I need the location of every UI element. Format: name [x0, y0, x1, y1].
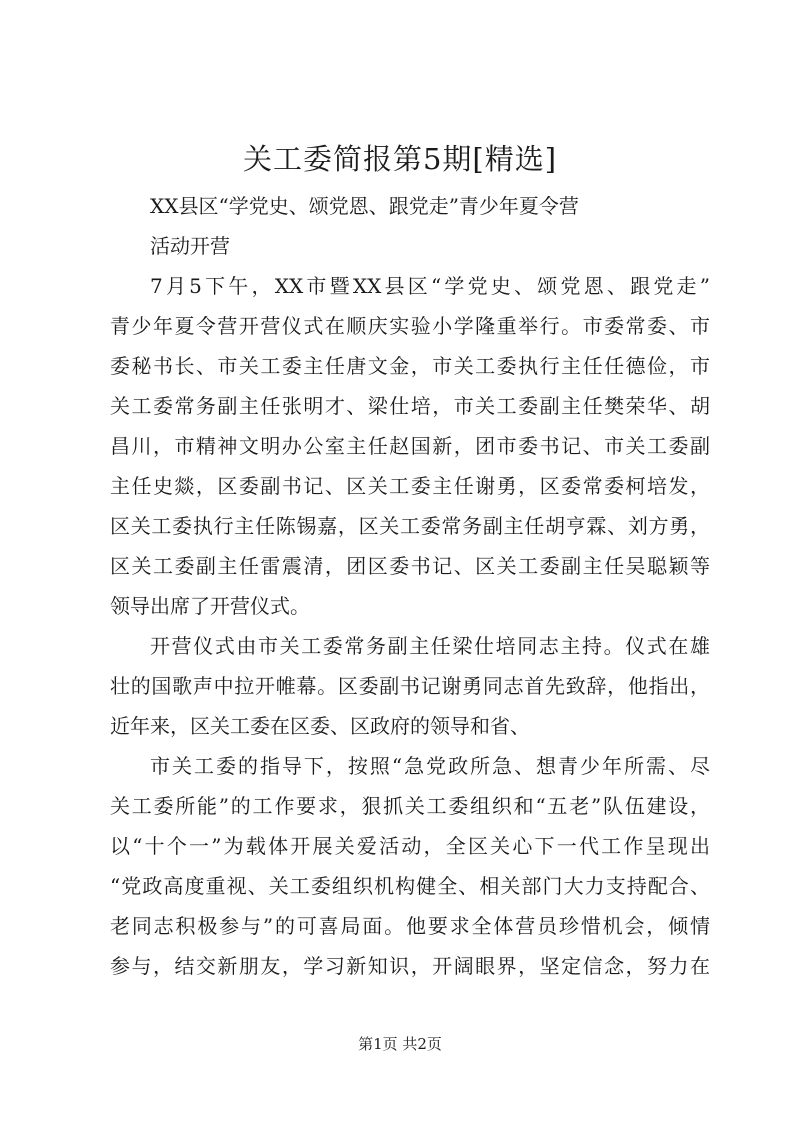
paragraph1-line: 区关工委执行主任陈锡嘉，区关工委常务副主任胡亨霖、刘方勇， [110, 514, 710, 538]
paragraph3-line: 老同志积极参与”的可喜局面。他要求全体营员珍惜机会，倾情 [110, 914, 710, 938]
document-title: 关工委简报第5期[精选] [242, 142, 558, 176]
paragraph1-line: 青少年夏令营开营仪式在顺庆实验小学隆重举行。市委常委、市 [110, 314, 710, 338]
paragraph3-line: 关工委所能”的工作要求，狠抓关工委组织和“五老”队伍建设， [110, 794, 710, 818]
paragraph3-line: “党政高度重视、关工委组织机构健全、相关部门大力支持配合、 [110, 874, 710, 898]
paragraph1-line: 关工委常务副主任张明才、梁仕培，市关工委副主任樊荣华、胡 [110, 394, 710, 418]
paragraph1-line: 7月5下午，XX市暨XX县区“学党史、颂党恩、跟党走” [150, 274, 710, 298]
paragraph1-line: 区关工委副主任雷震清，团区委书记、区关工委副主任吴聪颖等 [110, 554, 710, 578]
subtitle-line-1: XX县区“学党史、颂党恩、跟党走”青少年夏令营 [150, 194, 579, 218]
paragraph1-line: 昌川，市精神文明办公室主任赵国新，团市委书记、市关工委副 [110, 434, 710, 458]
paragraph2-line: 开营仪式由市关工委常务副主任梁仕培同志主持。仪式在雄 [150, 634, 710, 658]
paragraph1-line: 主任史燚，区委副书记、区关工委主任谢勇，区委常委柯培发， [110, 474, 710, 498]
paragraph3-line: 以“十个一”为载体开展关爱活动，全区关心下一代工作呈现出 [110, 834, 710, 858]
paragraph2-line: 壮的国歌声中拉开帷幕。区委副书记谢勇同志首先致辞，他指出， [110, 674, 710, 698]
paragraph1-line: 领导出席了开营仪式。 [110, 594, 310, 618]
paragraph1-line: 委秘书长、市关工委主任唐文金，市关工委执行主任任德俭，市 [110, 354, 710, 378]
paragraph3-line: 参与，结交新朋友，学习新知识，开阔眼界，坚定信念，努力在 [110, 954, 710, 978]
subtitle-line-2: 活动开营 [150, 234, 230, 258]
paragraph3-line: 市关工委的指导下，按照“急党政所急、想青少年所需、尽 [150, 754, 710, 778]
paragraph2-line: 近年来，区关工委在区委、区政府的领导和省、 [110, 714, 530, 738]
page-footer: 第1页 共2页 [358, 1035, 442, 1053]
